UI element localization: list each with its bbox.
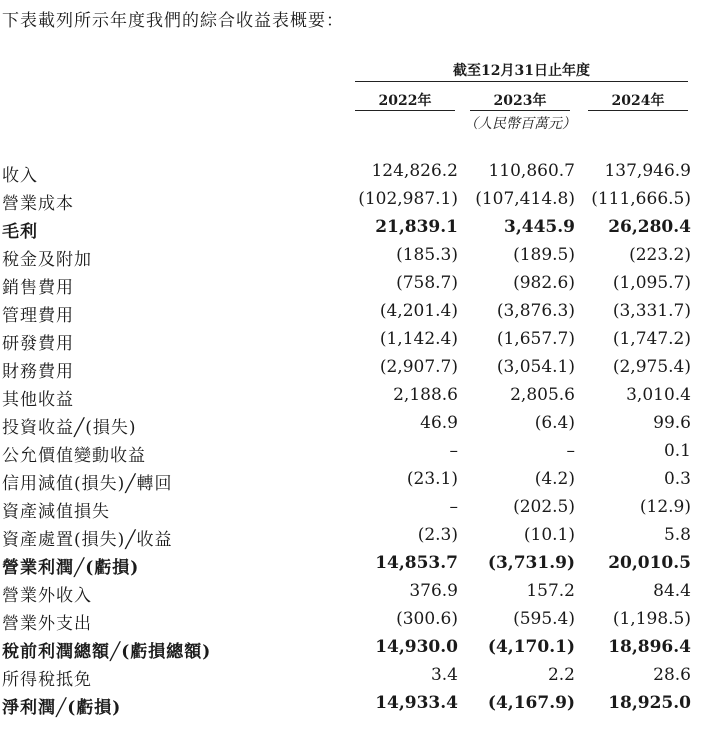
table-row: [0, 357, 715, 385]
value-2023: (595.4): [513, 609, 575, 629]
value-2024: 99.6: [653, 413, 691, 433]
value-2022: (1,142.4): [379, 329, 458, 349]
value-2024: (223.2): [629, 245, 691, 265]
row-label: 財務費用 . . .: [2, 357, 320, 382]
unit-label: （人民幣百萬元）: [464, 116, 576, 132]
row-label: 收入 . . .: [2, 161, 320, 186]
value-2023: (3,876.3): [496, 301, 575, 321]
value-2023: 2.2: [547, 665, 575, 685]
value-2022: –: [449, 441, 458, 461]
table-row-total-profit: [0, 637, 715, 665]
row-label: 管理費用 . . .: [2, 301, 320, 326]
value-2023: (4,167.9): [487, 693, 575, 713]
value-2023: 3,445.9: [504, 217, 575, 237]
value-2023: (189.5): [513, 245, 575, 265]
value-2023: 2,805.6: [510, 385, 575, 405]
year-2024-header: 2024年: [611, 93, 665, 109]
row-label: 信用減值(損失)╱轉回 . . .: [2, 469, 320, 494]
value-2022: (2.3): [417, 525, 458, 545]
value-2024: (2,975.4): [612, 357, 691, 377]
row-label: 資產處置(損失)╱收益 . . .: [2, 525, 320, 550]
table-row: [0, 413, 715, 441]
value-2024: 20,010.5: [608, 553, 691, 573]
row-label: 稅前利潤總額╱(虧損總額) . . .: [2, 637, 320, 662]
value-2022: (185.3): [396, 245, 458, 265]
value-2023: (4.2): [534, 469, 575, 489]
value-2022: (23.1): [406, 469, 458, 489]
row-label: 毛利 . . .: [2, 217, 320, 242]
value-2023: (202.5): [513, 497, 575, 517]
value-2022: (102,987.1): [358, 189, 458, 209]
table-row: [0, 245, 715, 273]
row-label: 營業外支出 . . .: [2, 609, 320, 634]
value-2023: (4,170.1): [487, 637, 575, 657]
table-row: [0, 189, 715, 217]
value-2024: 0.1: [663, 441, 691, 461]
value-2024: (12.9): [639, 497, 691, 517]
value-2022: 14,853.7: [375, 553, 458, 573]
value-2024: 5.8: [663, 525, 691, 545]
table-row: [0, 469, 715, 497]
value-2023: (3,054.1): [496, 357, 575, 377]
value-2024: 3,010.4: [626, 385, 691, 405]
value-2022: 124,826.2: [371, 161, 458, 181]
year-2023-rule: [470, 110, 570, 111]
table-row: [0, 665, 715, 693]
table-row: [0, 497, 715, 525]
value-2022: 14,933.4: [375, 693, 458, 713]
row-label: 淨利潤╱(虧損) . . .: [2, 693, 320, 718]
row-label: 營業成本 . . .: [2, 189, 320, 214]
value-2024: (1,198.5): [612, 609, 691, 629]
value-2024: 26,280.4: [608, 217, 691, 237]
value-2022: 2,188.6: [393, 385, 458, 405]
year-2022-rule: [355, 110, 455, 111]
value-2022: –: [449, 497, 458, 517]
year-2024-rule: [588, 110, 688, 111]
value-2023: 110,860.7: [488, 161, 575, 181]
table-row: [0, 525, 715, 553]
table-row: [0, 385, 715, 413]
value-2023: (1,657.7): [496, 329, 575, 349]
table-row: [0, 301, 715, 329]
table-row: [0, 581, 715, 609]
value-2023: (6.4): [534, 413, 575, 433]
value-2022: (2,907.7): [379, 357, 458, 377]
row-label: 公允價值變動收益 . . .: [2, 441, 320, 466]
value-2024: 0.3: [663, 469, 691, 489]
row-label: 營業外收入 . . .: [2, 581, 320, 606]
value-2024: (1,747.2): [612, 329, 691, 349]
header-rule: [355, 81, 688, 82]
value-2023: (10.1): [523, 525, 575, 545]
row-label: 其他收益 . . .: [2, 385, 320, 410]
value-2023: –: [566, 441, 575, 461]
value-2023: (982.6): [513, 273, 575, 293]
value-2024: 18,925.0: [608, 693, 691, 713]
row-label: 銷售費用 . . .: [2, 273, 320, 298]
value-2022: (758.7): [396, 273, 458, 293]
value-2022: (4,201.4): [379, 301, 458, 321]
value-2022: 376.9: [409, 581, 458, 601]
table-row-operating-profit: [0, 553, 715, 581]
value-2022: 21,839.1: [375, 217, 458, 237]
table-row: [0, 329, 715, 357]
intro-text: 下表載列所示年度我們的綜合收益表概要：: [2, 11, 344, 31]
year-2022-header: 2022年: [378, 93, 432, 109]
value-2022: 14,930.0: [375, 637, 458, 657]
value-2022: 3.4: [430, 665, 458, 685]
row-label: 投資收益╱(損失) . . .: [2, 413, 320, 438]
value-2023: 157.2: [526, 581, 575, 601]
value-2024: (3,331.7): [612, 301, 691, 321]
value-2022: (300.6): [396, 609, 458, 629]
value-2023: (3,731.9): [487, 553, 575, 573]
value-2022: 46.9: [420, 413, 458, 433]
row-label: 營業利潤╱(虧損) . . .: [2, 553, 320, 578]
row-label: 稅金及附加 . . .: [2, 245, 320, 270]
value-2024: 84.4: [653, 581, 691, 601]
table-row: [0, 161, 715, 189]
table-row: [0, 441, 715, 469]
row-label: 資產減值損失 . . .: [2, 497, 320, 522]
row-label: 所得稅抵免 . . .: [2, 665, 320, 690]
table-row-net-profit: [0, 693, 715, 721]
period-header: 截至12月31日止年度: [453, 63, 590, 79]
table-row: [0, 273, 715, 301]
table-row: [0, 609, 715, 637]
row-label: 研發費用 . . .: [2, 329, 320, 354]
value-2023: (107,414.8): [475, 189, 575, 209]
table-row-gross-profit: [0, 217, 715, 245]
value-2024: (1,095.7): [612, 273, 691, 293]
value-2024: (111,666.5): [591, 189, 691, 209]
value-2024: 28.6: [653, 665, 691, 685]
value-2024: 18,896.4: [608, 637, 691, 657]
year-2023-header: 2023年: [493, 93, 547, 109]
value-2024: 137,946.9: [604, 161, 691, 181]
